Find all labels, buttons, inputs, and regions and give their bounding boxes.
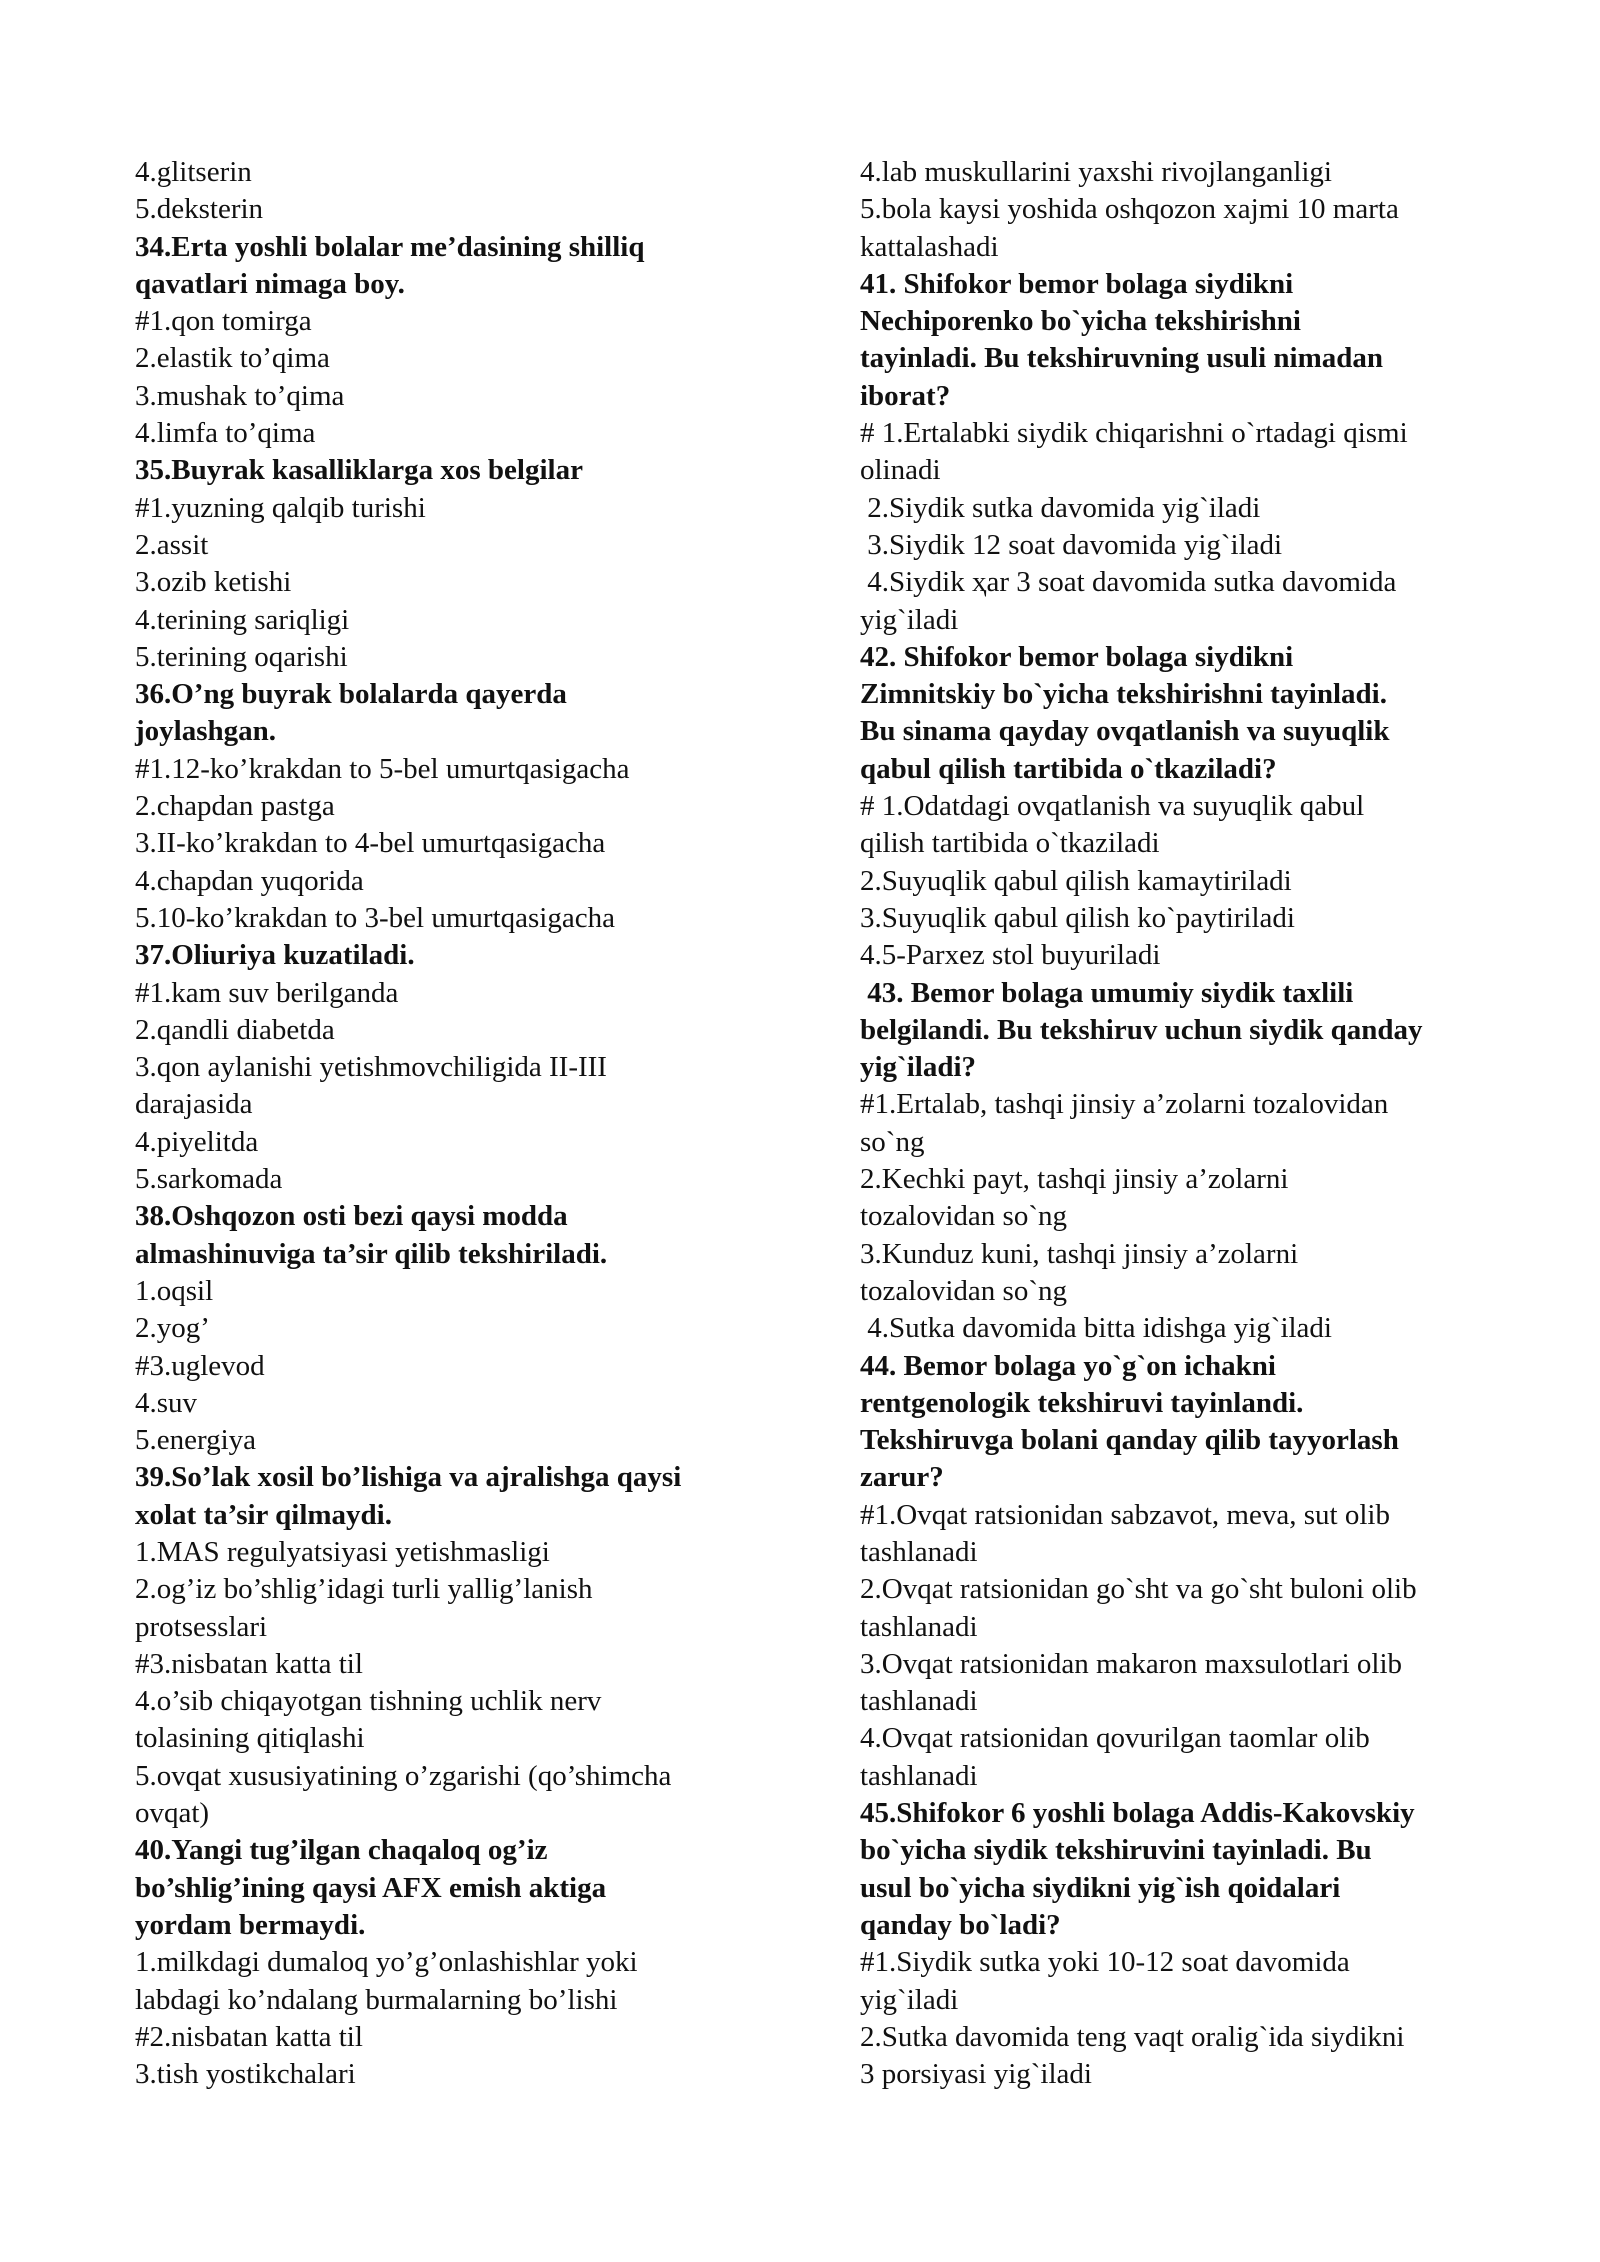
question-line: almashinuviga ta’sir qilib tekshiriladi. [135, 1237, 608, 1270]
question-line: 39.So’lak xosil bo’lishiga va ajralishga qaysi [135, 1461, 682, 1494]
answer-line: 2.assit [135, 528, 209, 561]
answer-line: #1.kam suv berilganda [135, 976, 399, 1009]
answer-line: ovqat) [135, 1797, 210, 1830]
answer-line: 1.milkdagi dumaloq yo’g’onlashishlar yoki [135, 1946, 638, 1979]
right-column [860, 154, 1510, 2093]
question-line: 37.Oliuriya kuzatiladi. [135, 939, 415, 972]
answer-line: tozalovidan so`ng [860, 1274, 1067, 1307]
answer-line: labdagi ko’ndalang burmalarning bo’lishi [135, 1983, 618, 2016]
answer-line: 4.o’sib chiqayotgan tishning uchlik nerv [135, 1685, 602, 1718]
answer-line: 5.energiya [135, 1424, 257, 1457]
answer-line: 1.MAS regulyatsiyasi yetishmasligi [135, 1535, 550, 1568]
question-line: 40.Yangi tug’ilgan chaqaloq og’iz [135, 1834, 548, 1867]
answer-line: #2.nisbatan katta til [135, 2020, 363, 2053]
question-line: 38.Oshqozon osti bezi qaysi modda [135, 1200, 568, 1233]
question-line: Nechiporenko bo`yicha tekshirishni [860, 305, 1301, 338]
answer-line: 5.terining oqarishi [135, 640, 348, 673]
answer-line: #1.Ovqat ratsionidan sabzavot, meva, sut olib [860, 1498, 1390, 1531]
left-column [135, 154, 775, 2093]
question-line: 36.O’ng buyrak bolalarda qayerda [135, 678, 567, 711]
question-line: 44. Bemor bolaga yo`g`on ichakni [860, 1349, 1276, 1382]
answer-line: tolasining qitiqlashi [135, 1722, 365, 1755]
question-line: belgilandi. Bu tekshiruv uchun siydik qanday [860, 1013, 1423, 1046]
answer-line: 4.suv [135, 1386, 198, 1419]
answer-line: kattalashadi [860, 230, 999, 263]
answer-line: 2.elastik to’qima [135, 342, 330, 375]
answer-line: #1.12-ko’krakdan to 5-bel umurtqasigacha [135, 752, 630, 785]
answer-line: 3.Suyuqlik qabul qilish ko`paytiriladi [860, 901, 1295, 934]
answer-line: qilish tartibida o`tkaziladi [860, 827, 1160, 860]
answer-line: 4.chapdan yuqorida [135, 864, 364, 897]
answer-line: tashlanadi [860, 1610, 978, 1643]
answer-line: 2.Kechki payt, tashqi jinsiy a’zolarni [860, 1163, 1289, 1196]
question-line: Tekshiruvga bolani qanday qilib tayyorlash [860, 1424, 1399, 1457]
answer-line: 3.Kunduz kuni, tashqi jinsiy a’zolarni [860, 1237, 1299, 1270]
answer-line: darajasida [135, 1088, 253, 1121]
answer-line: 3.Siydik 12 soat davomida yig`iladi [860, 528, 1283, 561]
answer-line: 3.tish yostikchalari [135, 2058, 356, 2091]
answer-line: 4.glitserin [135, 156, 252, 188]
question-line: Bu sinama qayday ovqatlanish va suyuqlik [860, 715, 1390, 748]
question-line: 43. Bemor bolaga umumiy siydik taxlili [860, 976, 1354, 1009]
question-line: 35.Buyrak kasalliklarga xos belgilar [135, 454, 583, 487]
answer-line: tashlanadi [860, 1759, 978, 1792]
answer-line: 3 porsiyasi yig`iladi [860, 2058, 1092, 2091]
answer-line: 3.II-ko’krakdan to 4-bel umurtqasigacha [135, 827, 606, 860]
question-line: xolat ta’sir qilmaydi. [135, 1498, 392, 1531]
question-line: iborat? [860, 379, 951, 412]
answer-line: 1.oqsil [135, 1274, 214, 1307]
answer-line: 3.qon aylanishi yetishmovchiligida II-III [135, 1051, 607, 1084]
answer-line: 2.og’iz bo’shlig’idagi turli yallig’lanish [135, 1573, 593, 1606]
question-line: tayinladi. Bu tekshiruvning usuli nimadan [860, 342, 1384, 375]
question-line: bo`yicha siydik tekshiruvini tayinladi. Bu [860, 1834, 1372, 1867]
answer-line: 2.chapdan pastga [135, 790, 335, 823]
answer-line: 2.Siydik sutka davomida yig`iladi [860, 491, 1261, 524]
question-line: rentgenologik tekshiruvi tayinlandi. [860, 1386, 1304, 1419]
answer-line: #1.qon tomirga [135, 305, 312, 338]
question-line: usul bo`yicha siydikni yig`ish qoidalari [860, 1871, 1341, 1904]
answer-line: 4.Sutka davomida bitta idishga yig`iladi [860, 1312, 1332, 1345]
answer-line: 3.Ovqat ratsionidan makaron maxsulotlari olib [860, 1647, 1403, 1680]
answer-line: #3.uglevod [135, 1349, 265, 1382]
answer-line: 5.10-ko’krakdan to 3-bel umurtqasigacha [135, 901, 615, 934]
answer-line: 5.deksterin [135, 193, 264, 226]
answer-line: olinadi [860, 454, 941, 487]
answer-line: protsesslari [135, 1610, 268, 1643]
answer-line: 2.qandli diabetda [135, 1013, 335, 1046]
answer-line: 4.limfa to’qima [135, 417, 316, 450]
answer-line: yig`iladi [860, 1983, 959, 2016]
question-line: joylashgan. [135, 715, 277, 748]
question-line: 34.Erta yoshli bolalar me’dasining shilliq [135, 230, 645, 263]
answer-line: 2.Ovqat ratsionidan go`sht va go`sht buloni olib [860, 1573, 1417, 1606]
answer-line: tashlanadi [860, 1535, 978, 1568]
answer-line: 3.mushak to’qima [135, 379, 345, 412]
answer-line: #1.Ertalab, tashqi jinsiy a’zolarni tozalovidan [860, 1088, 1389, 1121]
answer-line: yig`iladi [860, 603, 959, 636]
answer-line: 2.Suyuqlik qabul qilish kamaytiriladi [860, 864, 1292, 897]
answer-line: 5.ovqat xususiyatining o’zgarishi (qo’shimcha [135, 1759, 672, 1792]
answer-line: 5.sarkomada [135, 1163, 283, 1196]
question-line: yordam bermaydi. [135, 1908, 366, 1941]
answer-line: 4.piyelitda [135, 1125, 259, 1158]
answer-line: 4.terining sariqligi [135, 603, 350, 636]
question-line: 45.Shifokor 6 yoshli bolaga Addis-Kakovskiy [860, 1797, 1415, 1830]
answer-line: 5.bola kaysi yoshida oshqozon xajmi 10 marta [860, 193, 1399, 226]
answer-line: 2.yog’ [135, 1312, 210, 1345]
question-line: Zimnitskiy bo`yicha tekshirishni tayinladi. [860, 678, 1387, 711]
question-line: 41. Shifokor bemor bolaga siydikni [860, 267, 1294, 300]
answer-line: # 1.Odatdagi ovqatlanish va suyuqlik qabul [860, 790, 1365, 823]
question-line: qabul qilish tartibida o`tkaziladi? [860, 752, 1277, 785]
answer-line: #1.yuzning qalqib turishi [135, 491, 426, 524]
question-line: qanday bo`ladi? [860, 1908, 1061, 1941]
answer-line: tashlanadi [860, 1685, 978, 1718]
answer-line: tozalovidan so`ng [860, 1200, 1067, 1233]
question-line: zarur? [860, 1461, 944, 1494]
answer-line: 3.ozib ketishi [135, 566, 292, 599]
question-line: qavatlari nimaga boy. [135, 267, 405, 300]
answer-line: so`ng [860, 1125, 925, 1158]
question-line: 42. Shifokor bemor bolaga siydikni [860, 640, 1294, 673]
answer-line: 4.lab muskullarini yaxshi rivojlanganligi [860, 156, 1332, 188]
answer-line: 2.Sutka davomida teng vaqt oralig`ida siydikni [860, 2020, 1405, 2053]
answer-line: 4.5-Parxez stol buyuriladi [860, 939, 1161, 972]
question-line: bo’shlig’ining qaysi AFX emish aktiga [135, 1871, 607, 1904]
answer-line: #1.Siydik sutka yoki 10-12 soat davomida [860, 1946, 1350, 1979]
question-line: yig`iladi? [860, 1051, 977, 1084]
answer-line: #3.nisbatan katta til [135, 1647, 363, 1680]
answer-line: 4.Siydik ҳar 3 soat davomida sutka davomida [860, 566, 1397, 599]
answer-line: 4.Ovqat ratsionidan qovurilgan taomlar olib [860, 1722, 1370, 1755]
answer-line: # 1.Ertalabki siydik chiqarishni o`rtadagi qismi [860, 417, 1408, 450]
